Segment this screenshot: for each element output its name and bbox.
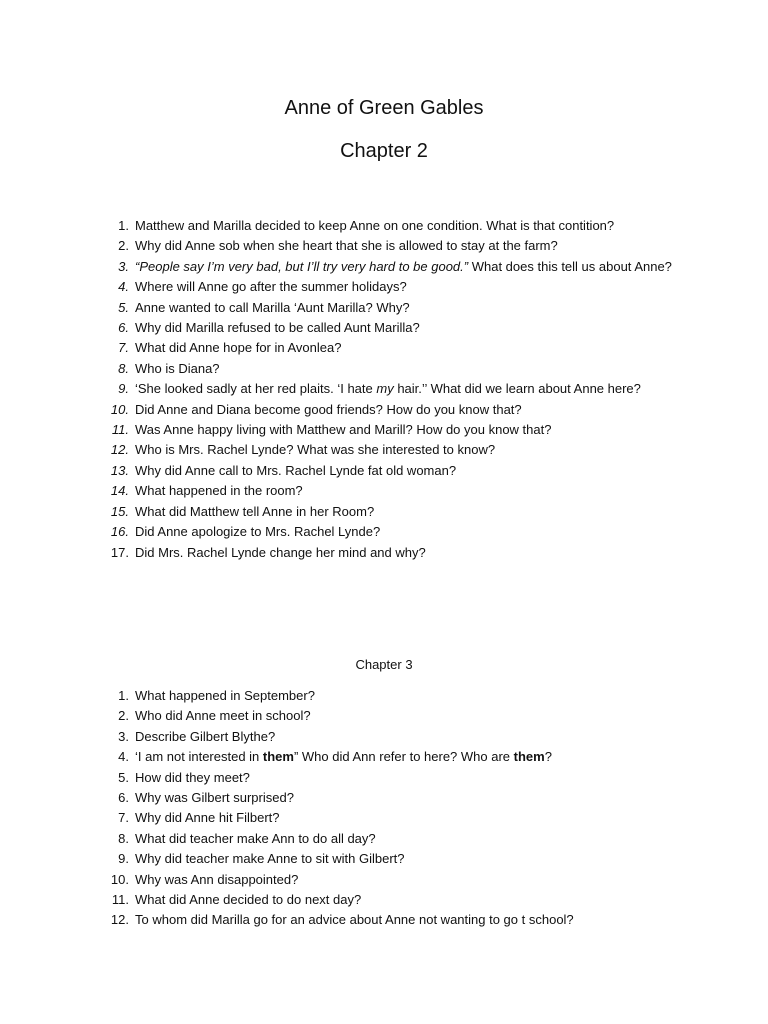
question-text: Why did teacher make Anne to sit with Gilbert? [135, 851, 405, 867]
question-text: What happened in the room? [135, 483, 303, 499]
question-text: What did Matthew tell Anne in her Room? [135, 503, 375, 519]
list-item [105, 788, 695, 808]
item-number: 6. [118, 790, 129, 806]
question-text: Did Mrs. Rachel Lynde change her mind and why? [135, 544, 426, 560]
question-text: What happened in September? [135, 688, 315, 703]
question-text: Was Anne happy living with Matthew and Marill? How do you know that? [135, 422, 552, 438]
list-item [105, 849, 695, 869]
list-item [105, 318, 695, 338]
item-number: 7. [118, 340, 129, 356]
list-item [105, 890, 695, 910]
question-text: hair.’’ What did we learn about Anne here? [393, 381, 641, 397]
question-text: Describe Gilbert Blythe? [135, 728, 276, 744]
question-text: Did Anne apologize to Mrs. Rachel Lynde? [135, 524, 381, 540]
item-number: 11. [111, 892, 129, 908]
item-number: 6. [118, 320, 129, 336]
list-item [105, 543, 695, 563]
list-item [105, 870, 695, 890]
list-item [105, 257, 695, 277]
question-text: Who is Mrs. Rachel Lynde? What was she interested to know? [135, 442, 496, 458]
question-text: Why was Gilbert surprised? [135, 790, 294, 806]
list-item [105, 379, 695, 399]
item-number: 3. [118, 728, 129, 744]
item-number: 1. [118, 688, 129, 703]
list-item [105, 338, 695, 358]
item-number: 14. [110, 483, 129, 499]
question-text: Why did Anne call to Mrs. Rachel Lynde fat old woman? [135, 462, 457, 478]
question-text: Why did Marilla refused to be called Aunt Marilla? [135, 320, 420, 336]
item-number: 12. [110, 442, 129, 458]
question-text: Why was Ann disappointed? [135, 871, 299, 887]
question-text: ‘She looked sadly at her red plaits. ‘I hate [135, 381, 377, 397]
question-emphasis: them [262, 749, 294, 765]
list-item [105, 502, 695, 522]
question-text: Who did Anne meet in school? [135, 708, 311, 724]
item-number: 3. [118, 258, 129, 274]
item-number: 5. [118, 769, 129, 785]
question-text: Who is Diana? [135, 360, 220, 376]
chapter-3-heading: Chapter 3 [355, 657, 413, 672]
question-text: ? [544, 749, 552, 765]
item-number: 10. [110, 871, 129, 887]
list-item [105, 298, 695, 318]
list-item [105, 216, 695, 236]
list-item [105, 706, 695, 726]
question-quote: “People say I’m very bad, but I’ll try very hard to be good.” [135, 258, 469, 274]
chapter-2-question-list [105, 216, 695, 563]
list-item [105, 440, 695, 460]
item-number: 13. [110, 462, 129, 478]
question-text: Where will Anne go after the summer holidays? [135, 279, 407, 295]
list-item [105, 522, 695, 542]
list-item [105, 686, 695, 706]
question-text: What did Anne hope for in Avonlea? [135, 340, 342, 356]
item-number: 11. [111, 422, 129, 438]
question-text: Why did Anne sob when she heart that she is allowed to stay at the farm? [135, 238, 558, 254]
question-text: How did they meet? [135, 769, 250, 785]
item-number: 4. [118, 749, 129, 765]
question-text: ‘I am not interested in [135, 749, 263, 765]
item-number: 2. [118, 238, 129, 254]
chapter-2-heading: Chapter 2 [340, 140, 428, 162]
item-number: 9. [118, 851, 129, 867]
question-text: Anne wanted to call Marilla ‘Aunt Marilla? Why? [135, 299, 410, 315]
list-item [105, 768, 695, 788]
item-number: 2. [118, 708, 129, 724]
question-emphasis: my [376, 381, 394, 397]
item-number: 8. [118, 830, 129, 846]
question-text: Did Anne and Diana become good friends? How do you know that? [135, 401, 522, 417]
list-item [105, 461, 695, 481]
list-item [105, 481, 695, 501]
question-text: To whom did Marilla go for an advice about Anne not wanting to go t school? [135, 912, 574, 928]
list-item [105, 727, 695, 747]
list-item [105, 236, 695, 256]
list-item [105, 420, 695, 440]
item-number: 9. [118, 381, 129, 397]
question-text: What did Anne decided to do next day? [135, 892, 362, 908]
question-text: Matthew and Marilla decided to keep Anne on one condition. What is that contition? [135, 218, 615, 233]
item-number: 12. [110, 912, 129, 928]
list-item [105, 808, 695, 828]
question-text: What does this tell us about Anne? [468, 258, 672, 274]
item-number: 17. [110, 544, 129, 560]
item-number: 16. [110, 524, 129, 540]
question-text: ” Who did Ann refer to here? Who are [293, 749, 514, 765]
item-number: 1. [118, 218, 129, 233]
item-number: 10. [110, 401, 129, 417]
chapter-3-question-list [105, 686, 695, 931]
question-emphasis: them [513, 749, 545, 765]
item-number: 4. [118, 279, 129, 295]
document-title: Anne of Green Gables [284, 97, 484, 119]
list-item [105, 829, 695, 849]
item-number: 5. [118, 299, 129, 315]
list-item [105, 277, 695, 297]
list-item [105, 359, 695, 379]
item-number: 7. [118, 810, 129, 826]
list-item [105, 910, 695, 930]
item-number: 15. [110, 503, 129, 519]
item-number: 8. [118, 360, 129, 376]
question-text: Why did Anne hit Filbert? [135, 810, 280, 826]
list-item [105, 400, 695, 420]
question-text: What did teacher make Ann to do all day? [135, 830, 376, 846]
list-item [105, 747, 695, 767]
